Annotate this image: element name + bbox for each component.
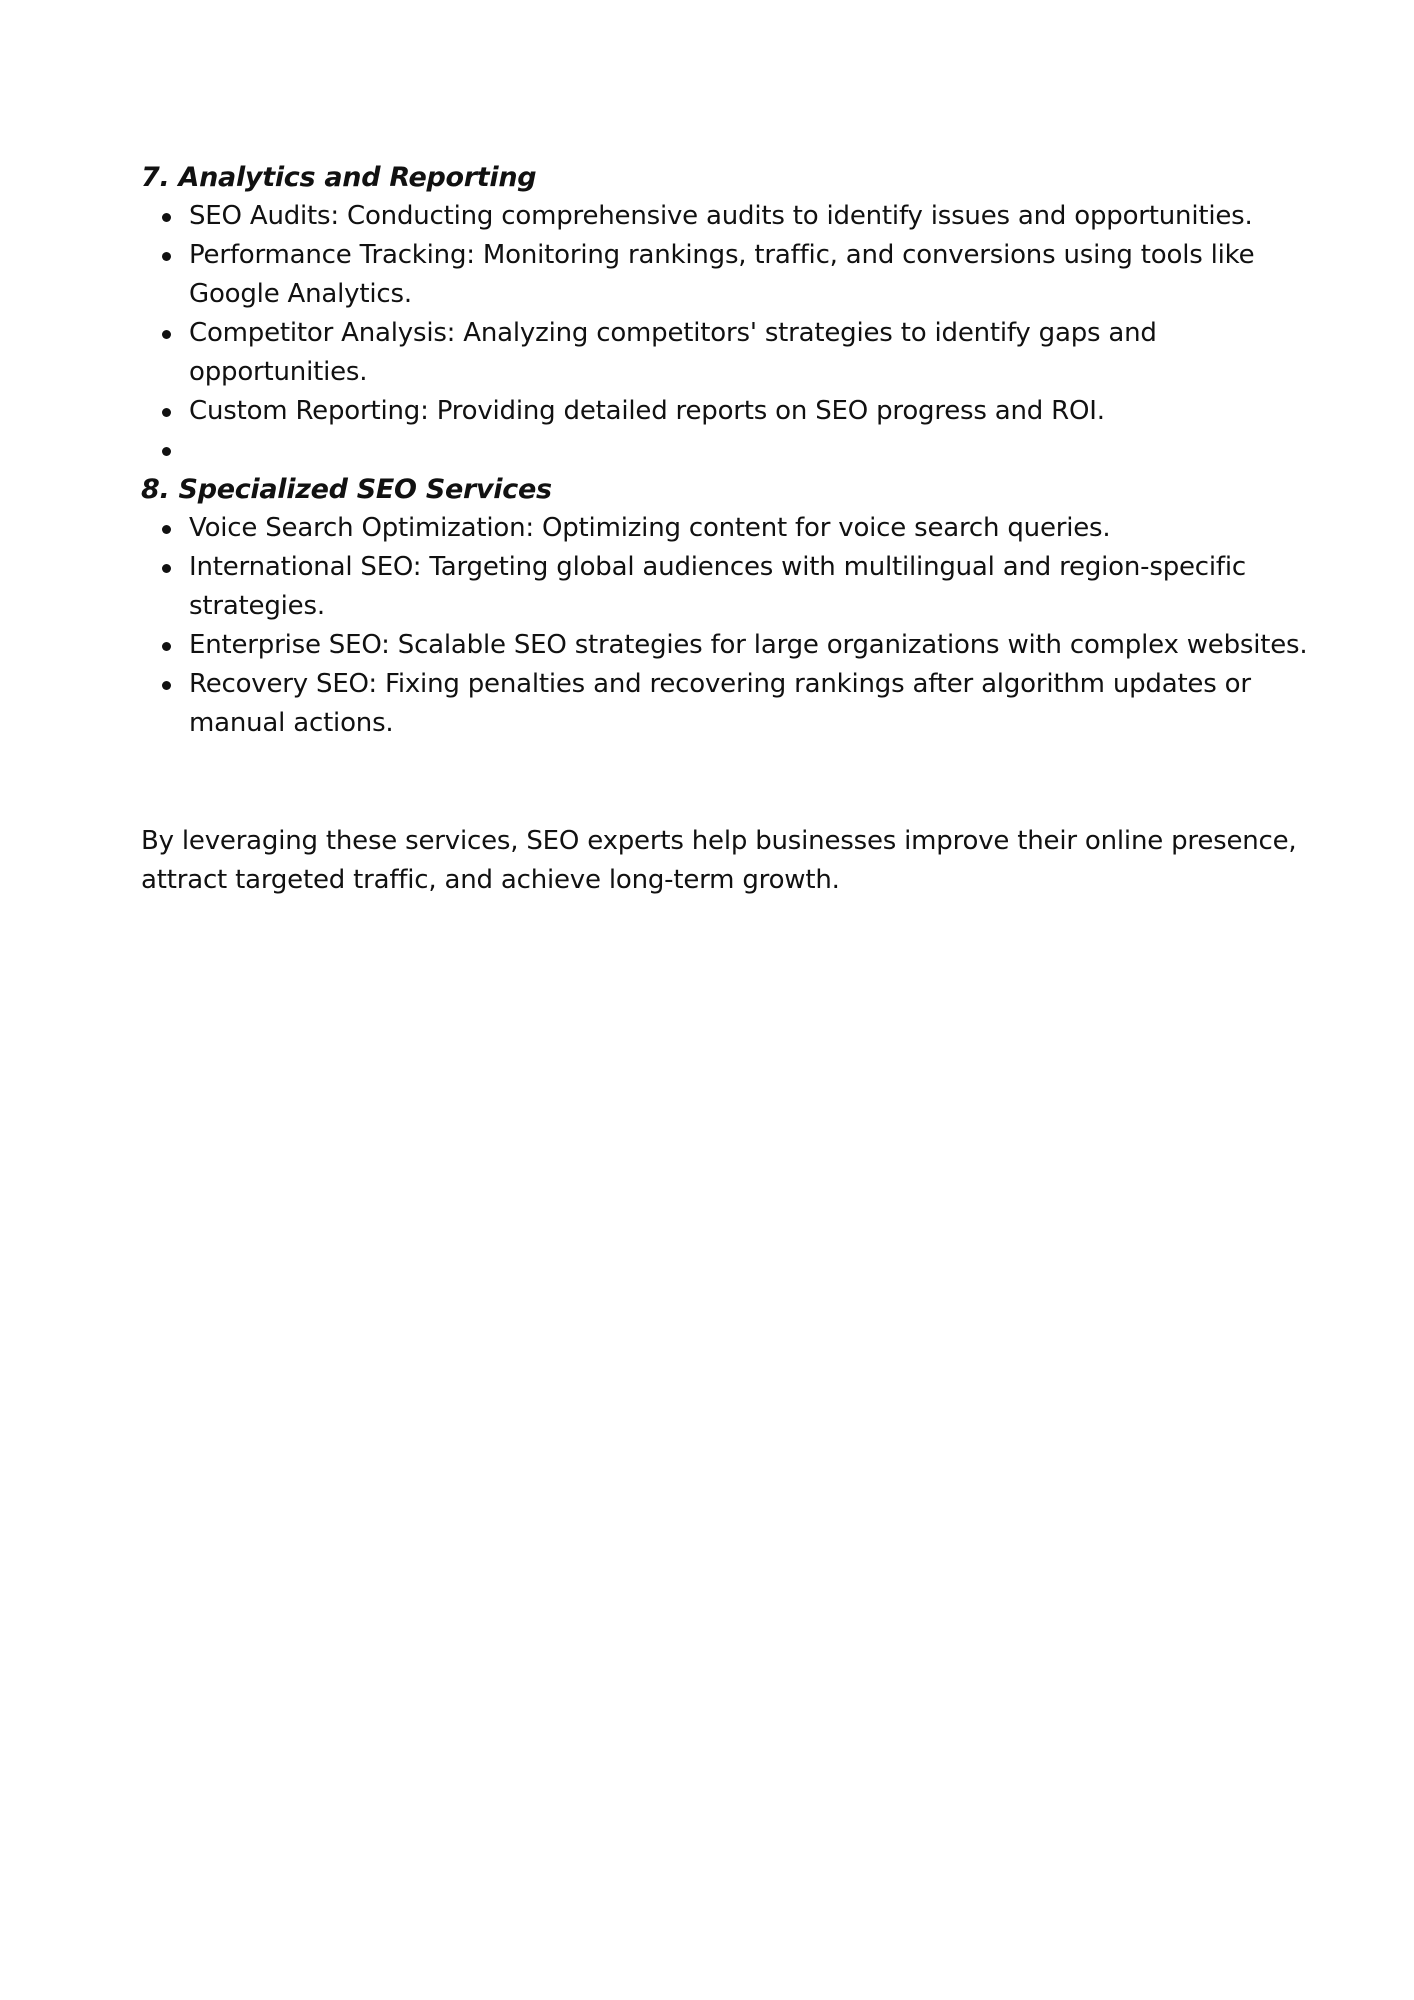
list-item: Voice Search Optimization: Optimizing content for voice search queries. [189, 509, 1321, 548]
list-item: Enterprise SEO: Scalable SEO strategies for large organizations with complex websites. [189, 626, 1321, 665]
section-heading-analytics-reporting: 7. Analytics and Reporting [141, 162, 537, 193]
document-page [141, 158, 1321, 900]
specialized-seo-services-list [141, 509, 1321, 743]
empty-list-item [189, 431, 1321, 470]
analytics-reporting-list [141, 197, 1321, 470]
list-item: Performance Tracking: Monitoring rankings, traffic, and conversions using tools like Google Analytics. [189, 236, 1321, 314]
list-item: International SEO: Targeting global audiences with multilingual and region-specific strategies. [189, 548, 1321, 626]
list-item: Custom Reporting: Providing detailed reports on SEO progress and ROI. [189, 392, 1321, 431]
section-heading-specialized-seo-services: 8. Specialized SEO Services [141, 474, 552, 505]
closing-paragraph: By leveraging these services, SEO experts help businesses improve their online presence, attract targeted traffic, and achieve long-term growth. [141, 826, 1297, 895]
list-item: Competitor Analysis: Analyzing competitors' strategies to identify gaps and opportunities. [189, 314, 1321, 392]
list-item: Recovery SEO: Fixing penalties and recovering rankings after algorithm updates or manual actions. [189, 665, 1321, 743]
list-item: SEO Audits: Conducting comprehensive audits to identify issues and opportunities. [189, 197, 1321, 236]
